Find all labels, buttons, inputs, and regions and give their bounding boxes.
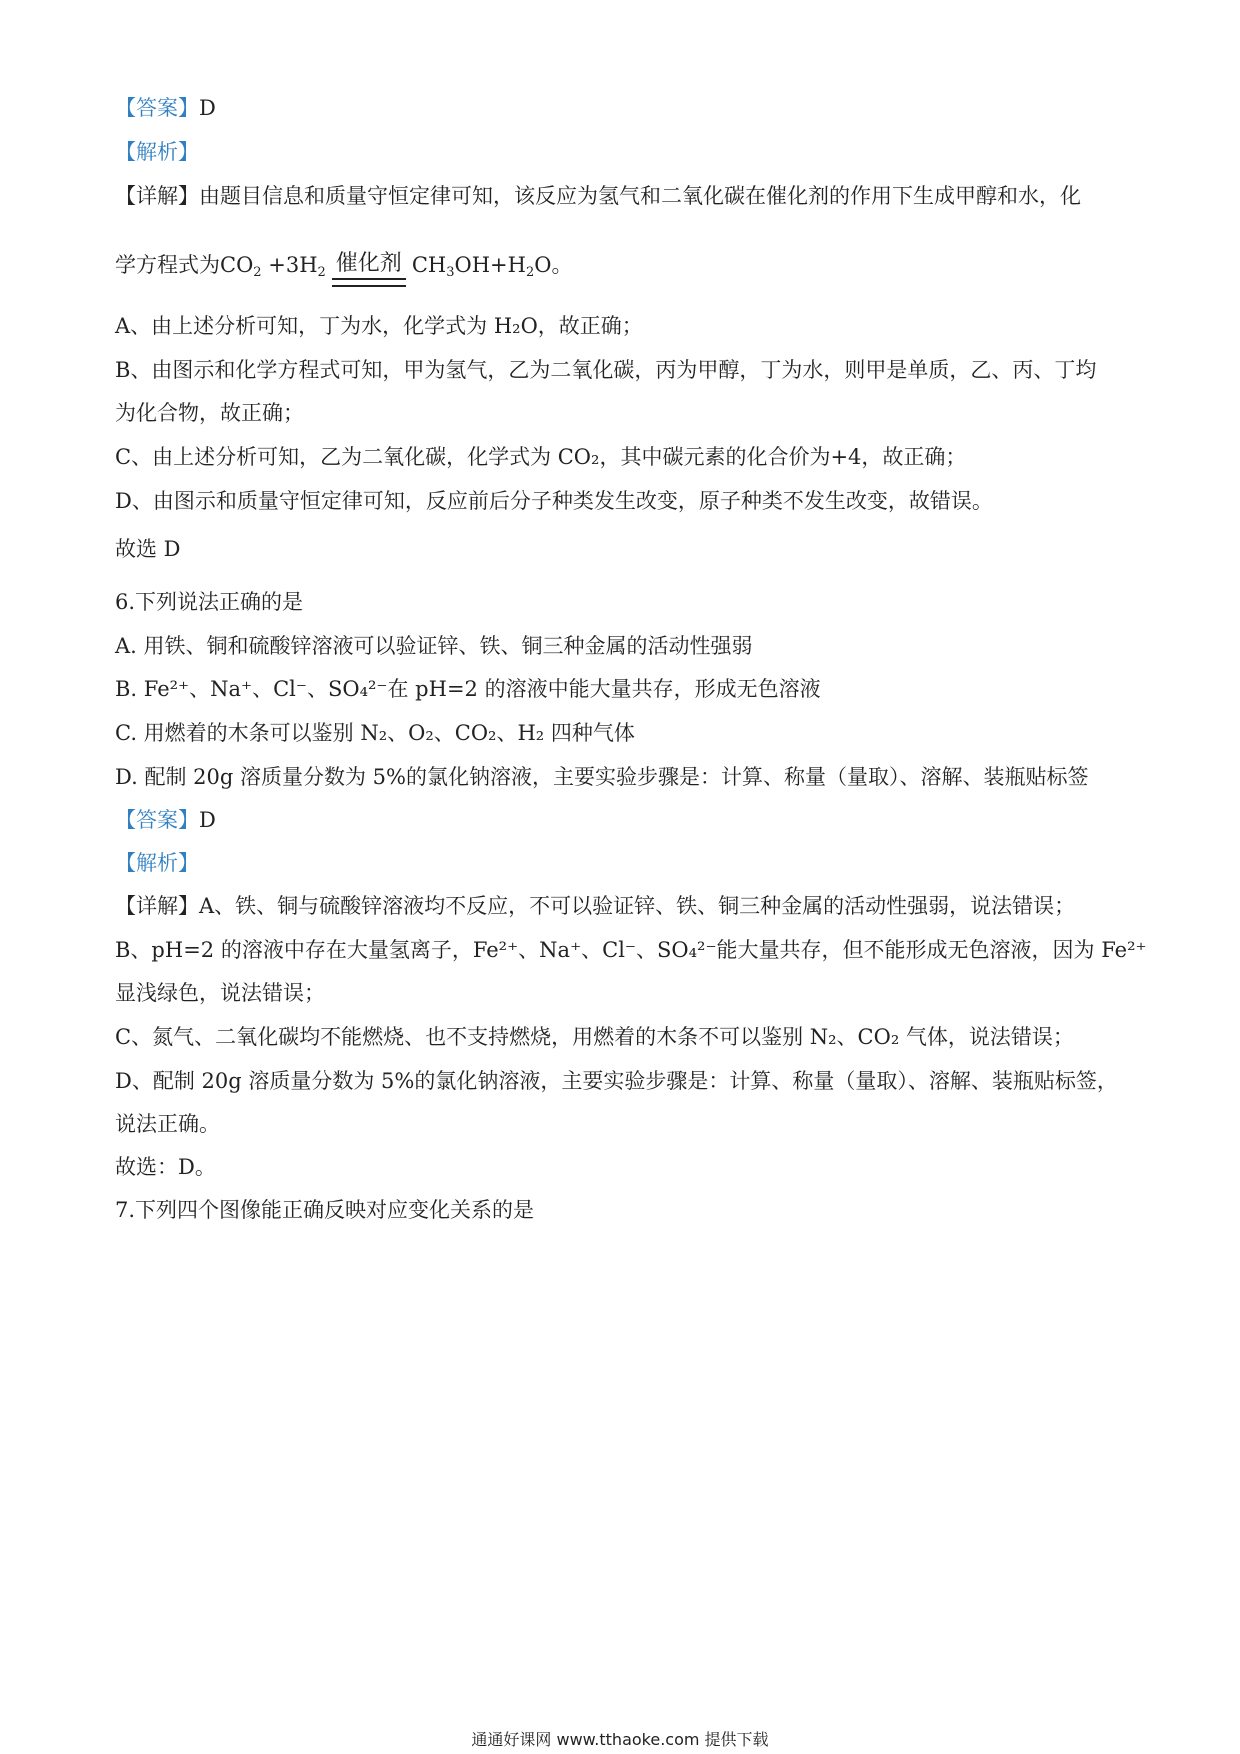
q7-question: 7.下列四个图像能正确反映对应变化关系的是 (115, 1198, 535, 1222)
q6-detail-a (115, 891, 1135, 921)
detail-tag: 【详解】 (115, 894, 199, 918)
reaction-condition: 催化剂 (335, 251, 402, 276)
detail-tag: 【详解】 (115, 184, 199, 208)
equation-products: $CH_3OH+H_2O$ (411, 253, 552, 280)
q6-detail-c: C、氮气、二氧化碳均不能燃烧、也不支持燃烧，用燃着的木条不可以鉴别 N₂、CO₂ 气体，说法错误； (115, 1025, 1074, 1049)
q6-detail-d-line2: 说法正确。 (115, 1112, 220, 1136)
analysis-tag: 【解析】 (115, 140, 199, 164)
reaction-arrow (332, 252, 406, 287)
equals-bars (332, 278, 406, 287)
equation-end: 。 (551, 253, 573, 277)
q6-choice-a: A. 用铁、铜和硫酸锌溶液可以验证锌、铁、铜三种金属的活动性强弱 (115, 634, 753, 658)
detail-text: 由题目信息和质量守恒定律可知，该反应为氢气和二氧化碳在催化剂的作用下生成甲醇和水，化 (199, 184, 1081, 208)
answer-tag: 【答案】 (115, 808, 199, 832)
q5-detail-line (115, 181, 1135, 211)
answer-value: D (199, 808, 216, 832)
q5-conclusion: 故选 D (115, 537, 181, 561)
q6-answer-line (115, 805, 1135, 835)
q5-answer-line (115, 93, 1135, 123)
q5-option-d: D、由图示和质量守恒定律可知，反应前后分子种类发生改变，原子种类不发生改变，故错误。 (115, 489, 993, 513)
q5-option-b-line2: 为化合物，故正确； (115, 401, 304, 425)
q6-choice-d: D. 配制 20g 溶质量分数为 5%的氯化钠溶液，主要实验步骤是：计算、称量（量取）、溶解、装瓶贴标签 (115, 765, 1089, 789)
q6-choice-c: C. 用燃着的木条可以鉴别 N₂、O₂、CO₂、H₂ 四种气体 (115, 721, 635, 745)
chemical-equation (115, 250, 572, 289)
q5-option-c: C、由上述分析可知，乙为二氧化碳，化学式为 CO₂，其中碳元素的化合价为+4，故正确； (115, 445, 967, 469)
q6-detail-b-line1: B、pH=2 的溶液中存在大量氢离子，Fe²⁺、Na⁺、Cl⁻、SO₄²⁻能大量共存，但不能形成无色溶液，因为 Fe²⁺ (115, 938, 1147, 962)
q6-detail-b-line2: 显浅绿色，说法错误； (115, 981, 325, 1005)
answer-tag: 【答案】 (115, 96, 199, 120)
q6-choice-b: B. Fe²⁺、Na⁺、Cl⁻、SO₄²⁻在 pH=2 的溶液中能大量共存，形成无色溶液 (115, 677, 821, 701)
analysis-tag: 【解析】 (115, 851, 199, 875)
q6-analysis-line (115, 848, 1135, 878)
answer-value: D (199, 96, 216, 120)
q6-conclusion: 故选：D。 (115, 1155, 216, 1179)
q5-option-b-line1: B、由图示和化学方程式可知，甲为氢气，乙为二氧化碳，丙为甲醇，丁为水，则甲是单质，乙、丙、丁均 (115, 358, 1097, 382)
q6-detail-d-line1: D、配制 20g 溶质量分数为 5%的氯化钠溶液，主要实验步骤是：计算、称量（量取）、溶解、装瓶贴标签， (115, 1069, 1118, 1093)
page-footer: 通通好课网 www.tthaoke.com 提供下载 (471, 1730, 769, 1749)
q5-option-a: A、由上述分析可知，丁为水，化学式为 H₂O，故正确； (115, 314, 643, 338)
equation-reactants: $CO_2 +3H_2$ (220, 253, 326, 280)
detail-a-text: A、铁、铜与硫酸锌溶液均不反应，不可以验证锌、铁、铜三种金属的活动性强弱，说法错误； (199, 894, 1076, 918)
q6-question: 6.下列说法正确的是 (115, 590, 304, 614)
equation-prefix: 学方程式为 (115, 253, 220, 277)
q5-analysis-line (115, 137, 1135, 167)
